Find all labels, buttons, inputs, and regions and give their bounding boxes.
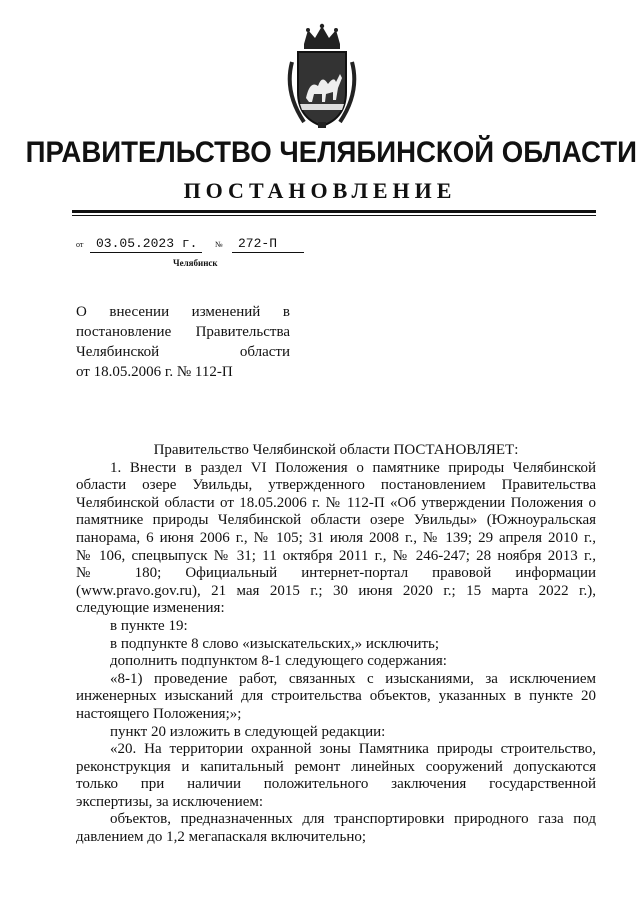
coat-of-arms-emblem — [282, 22, 362, 134]
government-title: ПРАВИТЕЛЬСТВО ЧЕЛЯБИНСКОЙ ОБЛАСТИ — [25, 136, 637, 169]
paragraph-item-1: 1. Внести в раздел VI Положения о памятнике природы Челябинской области озере Увильды, утвержденного постановлением Правительства Челябинской области от 18.05.2006 г. № 112-П «Об утверждении Положения о памятнике природы Челябинской области озере Увильды» (Южноуральская панорама, 6 июня 2006 г., № 105; 31 июля 2008 г., № 139; 29 апреля 2010 г., № 106, спецвыпуск № 31; 11 октября 2011 г., № 246-247; 28 ноября 2013 г., № 180; Официальный интернет-портал правовой информации (www.pravo.gov.ru), 21 мая 2015 г.; 30 июня 2020 г.; 15 марта 2022 г.), следующие изменения: — [76, 459, 596, 617]
paragraph-point-20: «20. На территории охранной зоны Памятника природы строительство, реконструкция и капитальный ремонт линейных сооружений допускаются только при наличии положительного заключения государственной экспертизы, за исключением: — [76, 741, 596, 810]
resolution-intro: Правительство Челябинской области ПОСТАНОВЛЯЕТ: — [153, 442, 519, 458]
subject-line: от 18.05.2006 г. № 112-П — [76, 364, 233, 380]
subject-line: О внесении изменений в — [76, 304, 290, 320]
document-subject — [76, 302, 290, 382]
date-underline — [90, 252, 202, 253]
header-rule-thin — [72, 215, 596, 216]
paragraph-subpoint-8-1: «8-1) проведение работ, связанных с изысканиями, за исключением инженерных изысканий для строительства объектов, указанных в пункте 20 настоящего Положения;»; — [76, 670, 596, 722]
document-body — [76, 442, 596, 847]
document-date: 03.05.2023 г. — [96, 236, 198, 251]
number-prefix: № — [215, 240, 223, 249]
subject-line: постановление Правительства — [76, 324, 290, 340]
city-label: Челябинск — [173, 258, 218, 268]
number-underline — [232, 252, 304, 253]
paragraph-point-19: в пункте 19: — [110, 617, 188, 634]
paragraph-subpoint-8: в подпункте 8 слово «изыскательских,» исключить; — [110, 635, 440, 652]
document-number: 272-П — [238, 236, 278, 251]
date-prefix: от — [76, 240, 84, 249]
paragraph-gas-objects: объектов, предназначенных для транспортировки природного газа под давлением до 1,2 мегапаскаля включительно; — [76, 811, 596, 846]
subject-line: Челябинской области — [76, 344, 290, 360]
paragraph-point-20-intro: пункт 20 изложить в следующей редакции: — [110, 723, 386, 740]
paragraph-add-subpoint: дополнить подпунктом 8-1 следующего содержания: — [110, 653, 447, 670]
header-rule-thick — [72, 210, 596, 213]
document-type: ПОСТАНОВЛЕНИЕ — [183, 178, 457, 203]
